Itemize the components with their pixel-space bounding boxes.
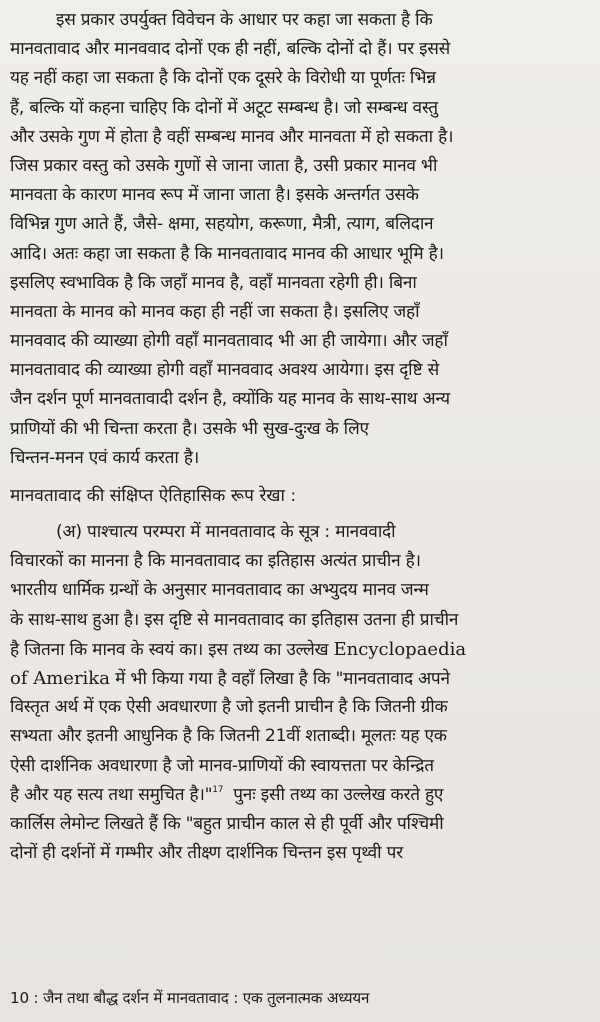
paragraph-1 [10, 6, 592, 473]
text-line: मानववाद की व्याख्या होगी वहाँ मानवतावाद भी आ ही जायेगा। और जहाँ [10, 331, 448, 352]
text-segment: है और यह सत्य तथा समुचित है।" [10, 784, 213, 805]
text-line: हैं, बल्कि यों कहना चाहिए कि दोनों में अटूट सम्बन्ध है। जो सम्बन्ध वस्तु [10, 97, 438, 118]
section-heading [10, 480, 592, 512]
text-line: मानवता के कारण मानव रूप में जाना जाता है। इसके अन्तर्गत उसके [10, 185, 419, 206]
text-line: जैन दर्शन पूर्ण मानवतावादी दर्शन है, क्योंकि यह मानव के साथ-साथ अन्य [10, 389, 450, 410]
text-segment: पुनः इसी तथ्य का उल्लेख करते हुए [233, 784, 444, 805]
text-line: जिस प्रकार वस्तु को उसके गुणों से जाना जाता है, उसी प्रकार मानव भी [10, 155, 438, 176]
text-line: के साथ-साथ हुआ है। इस दृष्टि से मानवतावाद का इतिहास उतना ही प्राचीन [10, 609, 459, 630]
text-line [10, 781, 592, 810]
text-line: सभ्यता और इतनी आधुनिक है कि जितनी 21वीं शताब्दी। मूलतः यह एक [10, 726, 447, 747]
text-segment: है जितना कि मानव के स्वयं का। इस तथ्य का उल्लेख [10, 639, 334, 660]
text-line: मानवता के मानव को मानव कहा ही नहीं जा सकता है। इसलिए जहाँ [10, 301, 420, 322]
text-line: और उसके गुण में होता है वहीं सम्बन्ध मानव और मानवता में हो सकता है। [10, 126, 454, 147]
text-line: ऐसी दार्शनिक अवधारणा है जो मानव-प्राणियों की स्वायत्तता पर केन्द्रित [10, 755, 434, 776]
latin-text: of Amerika [10, 667, 110, 689]
text-line: मानवतावाद और मानववाद दोनों एक ही नहीं, बल्कि दोनों दो हैं। पर इससे [10, 39, 450, 60]
text-line: दोनों ही दर्शनों में गम्भीर और तीक्ष्ण दार्शनिक चिन्तन इस पृथ्वी पर [10, 843, 403, 864]
text-line: चिन्तन-मनन एवं कार्य करता है। [10, 447, 199, 468]
text-line: विस्तृत अर्थ में एक ऐसी अवधारणा है जो इतनी प्राचीन है कि जितनी ग्रीक [10, 697, 448, 718]
text-line: कार्लिस लेमोन्ट लिखते हैं कि "बहुत प्राचीन काल से ही पूर्वी और पश्चिमी [10, 813, 444, 834]
text-line: विभिन्न गुण आते हैं, जैसे- क्षमा, सहयोग, करूणा, मैत्री, त्याग, बलिदान [10, 214, 434, 235]
text-line: मानवतावाद की व्याख्या होगी वहाँ मानववाद अवश्य आयेगा। इस दृष्टि से [10, 360, 439, 381]
footnote-marker: 17 [212, 784, 224, 795]
text-line: इसलिए स्वभाविक है कि जहाँ मानव है, वहाँ मानवता रहेगी ही। बिना [10, 272, 417, 293]
text-segment: में भी किया गया है वहाँ लिखा है कि "मानवतावाद अपने [109, 668, 450, 689]
text-line: इस प्रकार उपर्युक्त विवेचन के आधार पर कहा जा सकता है कि [56, 10, 433, 30]
text-line [10, 635, 592, 664]
latin-text: Encyclopaedia [333, 638, 467, 660]
section-heading-text: मानवतावाद की संक्षिप्त ऐतिहासिक रूप रेखा : [10, 486, 297, 506]
body-text [10, 6, 592, 868]
text-line: प्राणियों की भी चिन्ता करता है। उसके भी सुख-दुःख के लिए [10, 418, 369, 439]
text-line [10, 664, 592, 693]
text-line: यह नहीं कहा जा सकता है कि दोनों एक दूसरे के विरोधी या पूर्णतः भिन्न [10, 68, 436, 89]
paragraph-2 [10, 518, 592, 868]
text-line: विचारकों का मानना है कि मानवतावाद का इतिहास अत्यंत प्राचीन है। [10, 551, 421, 572]
page-footer: 10 : जैन तथा बौद्ध दर्शन में मानवतावाद : एक तुलनात्मक अध्ययन [10, 989, 370, 1007]
text-line: आदि। अतः कहा जा सकता है कि मानवतावाद मानव की आधार भूमि है। [10, 243, 444, 264]
text-line: भारतीय धार्मिक ग्रन्थों के अनुसार मानवतावाद का अभ्युदय मानव जन्म [10, 580, 429, 601]
text-line: (अ) पाश्चात्य परम्परा में मानवतावाद के सूत्र : मानववादी [56, 522, 396, 542]
